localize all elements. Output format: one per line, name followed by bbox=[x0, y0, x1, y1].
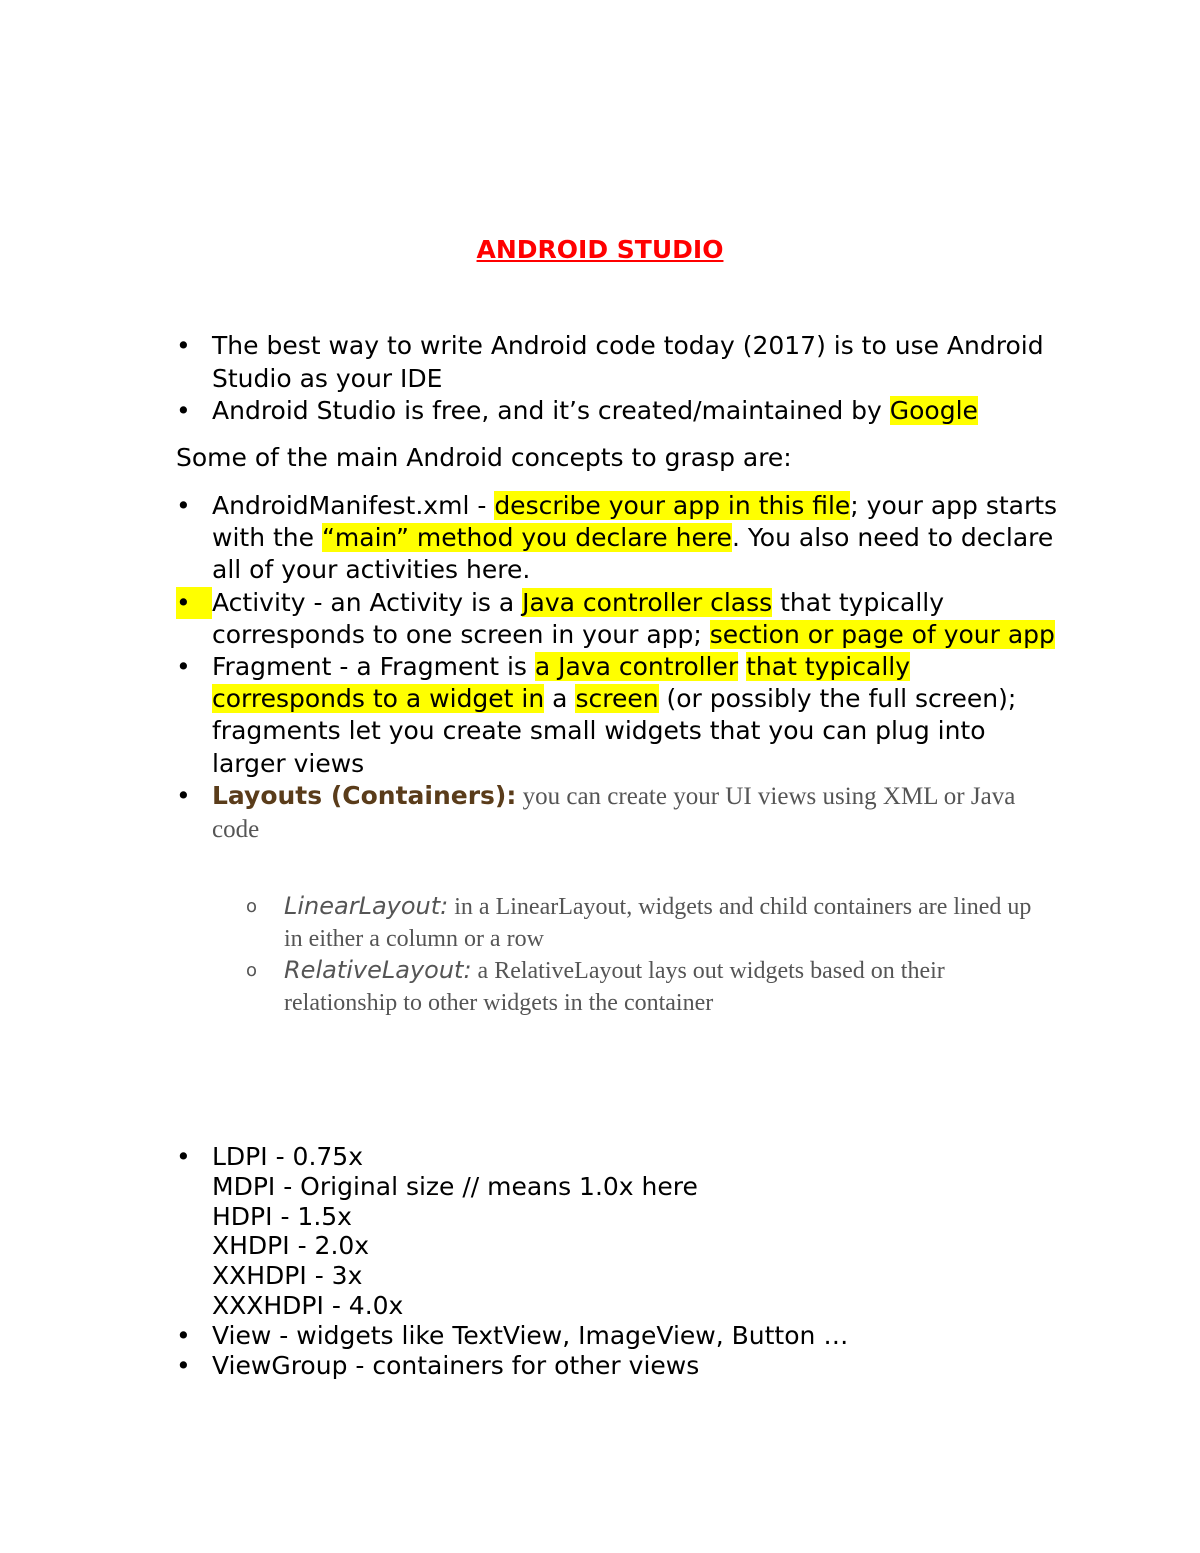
list-item-layouts bbox=[176, 780, 1061, 846]
sub-item-lead: LinearLayout: bbox=[284, 892, 449, 920]
item-text: Fragment - a Fragment is bbox=[212, 652, 535, 682]
item-text: Activity - an Activity is a bbox=[212, 587, 523, 617]
item-text: (or possibly the full screen); fragments let you create small widgets that you can plug into larger views bbox=[212, 684, 1017, 778]
concepts-list bbox=[176, 490, 1061, 846]
list-item bbox=[176, 395, 1056, 428]
concepts-intro-paragraph: Some of the main Android concepts to grasp are: bbox=[176, 443, 792, 472]
density-line: MDPI - Original size // means 1.0x here bbox=[212, 1171, 698, 1201]
density-view-list bbox=[176, 1142, 1056, 1380]
sub-list-item bbox=[244, 955, 1044, 1019]
density-line: HDPI - 1.5x bbox=[212, 1201, 352, 1231]
list-item-view bbox=[176, 1321, 1056, 1351]
intro-list bbox=[176, 330, 1056, 428]
list-item-manifest bbox=[176, 490, 1061, 587]
highlighted-text: section or page of your app bbox=[709, 619, 1055, 649]
item-text: View - widgets like TextView, ImageView, Button … bbox=[212, 1320, 849, 1350]
bullet-icon: • bbox=[176, 652, 191, 682]
intro-item-text: The best way to write Android code today (2017) is to use Android Studio as your IDE bbox=[212, 331, 1044, 393]
bullet-icon: • bbox=[176, 1320, 191, 1350]
bullet-icon: • bbox=[176, 396, 191, 425]
item-text: AndroidManifest.xml - bbox=[212, 491, 495, 520]
layouts-sublist bbox=[244, 891, 1044, 1019]
sub-item-lead: RelativeLayout: bbox=[284, 956, 472, 984]
highlighted-text: a Java controller bbox=[534, 652, 739, 682]
circle-bullet-icon: o bbox=[246, 960, 258, 981]
bullet-icon: • bbox=[176, 491, 191, 520]
item-text: a bbox=[544, 684, 576, 714]
list-item-fragment bbox=[176, 651, 1061, 780]
highlighted-text: that typically corresponds to a widget in bbox=[212, 652, 911, 714]
sub-list-item bbox=[244, 891, 1044, 955]
item-text: you can create your UI views using XML or Java code bbox=[212, 782, 1016, 844]
item-text bbox=[738, 652, 746, 681]
item-text: . You also need to declare all of your activities here. bbox=[212, 523, 1054, 585]
highlighted-text: Google bbox=[889, 396, 978, 425]
item-text: ViewGroup - containers for other views bbox=[212, 1350, 700, 1380]
circle-bullet-icon: o bbox=[246, 896, 258, 917]
density-line: XHDPI - 2.0x bbox=[212, 1231, 370, 1261]
highlighted-text: Java controller class bbox=[522, 587, 773, 617]
highlighted-text: describe your app in this file bbox=[494, 491, 851, 520]
page-title: ANDROID STUDIO bbox=[476, 235, 724, 264]
layouts-heading: Layouts (Containers): bbox=[212, 780, 517, 810]
list-item-densities bbox=[176, 1142, 1056, 1321]
bullet-icon: • bbox=[176, 780, 191, 810]
bullet-icon: • bbox=[176, 1142, 191, 1171]
sub-item-text: a RelativeLayout lays out widgets based on their relationship to other widgets in the container bbox=[284, 958, 945, 1016]
density-line: XXXHDPI - 4.0x bbox=[212, 1290, 404, 1320]
bullet-icon: • bbox=[176, 1350, 191, 1380]
list-item-viewgroup bbox=[176, 1351, 1056, 1381]
item-text: ; your app starts with the bbox=[212, 491, 1058, 553]
item-text: that typically corresponds to one screen in your app; bbox=[212, 587, 945, 649]
density-line: LDPI - 0.75x bbox=[212, 1142, 364, 1171]
highlighted-text: “main” method you declare here bbox=[321, 523, 732, 553]
bullet-icon: • bbox=[176, 587, 212, 619]
sub-item-text: in a LinearLayout, widgets and child containers are lined up in either a column or a row bbox=[284, 894, 1032, 952]
highlighted-text: screen bbox=[575, 684, 659, 714]
bullet-icon: • bbox=[176, 331, 191, 360]
list-item-activity bbox=[176, 587, 1061, 651]
density-line: XXHDPI - 3x bbox=[212, 1261, 363, 1291]
intro-item-text: Android Studio is free, and it’s created/maintained by bbox=[212, 396, 890, 425]
list-item bbox=[176, 330, 1056, 395]
